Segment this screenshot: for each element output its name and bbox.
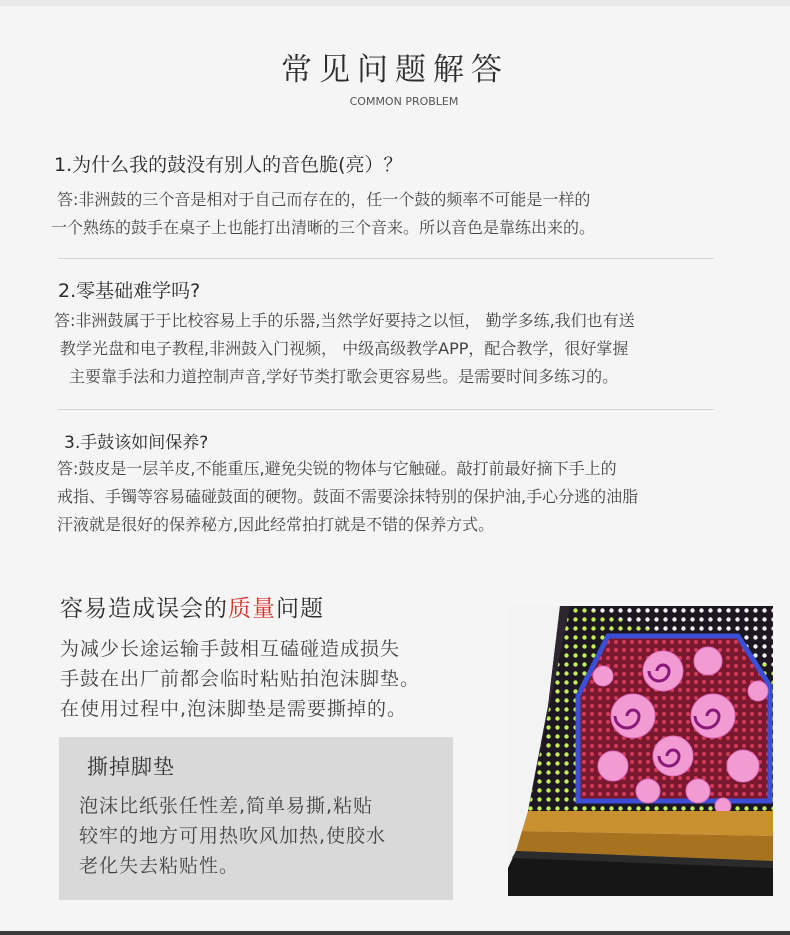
faq-answer-3 xyxy=(57,455,638,539)
top-bar xyxy=(0,0,790,6)
quality-title-part: 容易造成误会的 xyxy=(60,596,228,622)
divider xyxy=(58,409,714,410)
quality-body-line: 在使用过程中,泡沫脚垫是需要撕掉的。 xyxy=(60,698,408,720)
quality-title-highlight: 质量 xyxy=(228,596,276,622)
page-title: 常见问题解答 xyxy=(281,52,509,88)
drum-photo xyxy=(508,606,773,896)
tear-off-pad-line: 较牢的地方可用热吹风加热,使胶水 xyxy=(79,825,387,847)
tear-off-pad-box xyxy=(59,737,453,900)
quality-section-body xyxy=(60,634,420,724)
faq-answer-1 xyxy=(51,186,596,242)
faq-answer-2 xyxy=(54,307,635,391)
quality-title-part: 问题 xyxy=(276,596,324,622)
faq-answer-line: 答:鼓皮是一层羊皮,不能重压,避免尖锐的物体与它触碰。敲打前最好摘下手上的 xyxy=(57,459,617,478)
faq-answer-line: 一个熟练的鼓手在桌子上也能打出清晰的三个音来。所以音色是靠练出来的。 xyxy=(51,218,596,237)
quality-body-line: 为减少长途运输手鼓相互磕碰造成损失 xyxy=(60,638,401,660)
faq-answer-line: 汗液就是很好的保养秘方,因此经常拍打就是不错的保养方式。 xyxy=(57,515,495,534)
faq-answer-line: 教学光盘和电子教程,非洲鼓入门视频， 中级高级教学APP，配合教学，很好掌握 xyxy=(60,339,629,358)
quality-section-title xyxy=(60,590,324,623)
page-subtitle: COMMON PROBLEM xyxy=(349,95,459,108)
divider xyxy=(58,258,714,259)
faq-question-1: 1.为什么我的鼓没有别人的音色脆(亮）？ xyxy=(54,154,403,176)
faq-question-3: 3.手鼓该如间保养? xyxy=(64,433,209,453)
faq-answer-line: 答:非洲鼓的三个音是相对于自己而存在的，任一个鼓的频率不可能是一样的 xyxy=(57,190,591,209)
faq-answer-line: 答:非洲鼓属于于比校容易上手的乐器,当然学好要持之以恒， 勤学多练,我们也有送 xyxy=(54,311,635,330)
bottom-bar xyxy=(0,931,790,935)
drum-illustration xyxy=(508,606,773,896)
quality-body-line: 手鼓在出厂前都会临时粘贴拍泡沫脚垫。 xyxy=(60,668,421,690)
tear-off-pad-line: 老化失去粘贴性。 xyxy=(79,855,240,877)
faq-question-2: 2.零基础难学吗? xyxy=(58,280,201,302)
tear-off-pad-body xyxy=(79,791,386,881)
faq-answer-line: 主要靠手法和力道控制声音,学好节类打歌会更容易些。是需要时间多练习的。 xyxy=(69,367,619,386)
tear-off-pad-title: 撕掉脚垫 xyxy=(87,755,175,779)
faq-answer-line: 戒指、手镯等容易磕碰鼓面的硬物。鼓面不需要涂抹特别的保护油,手心分逃的油脂 xyxy=(57,487,639,506)
tear-off-pad-line: 泡沫比纸张任性差,简单易撕,粘贴 xyxy=(79,795,374,817)
